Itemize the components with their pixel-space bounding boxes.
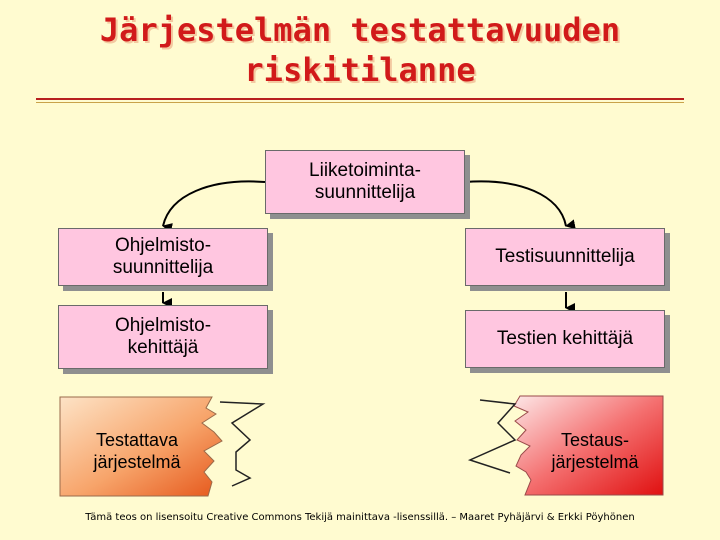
role-label: Ohjelmisto- kehittäjä: [114, 315, 212, 358]
license-footer: Tämä teos on lisensoitu Creative Commons Tekijä mainittava -lisenssillä. – Maaret Pyhäjärvi & Erkki Pöyhönen: [85, 512, 635, 523]
jagged-crack-left: [220, 402, 263, 486]
title-line-1: Järjestelmän testattavuuden: [99, 11, 621, 49]
arrow-to-testisuunnittelija: [465, 181, 566, 226]
jagged-crack-right: [470, 400, 515, 473]
role-label: Ohjelmisto- suunnittelija: [112, 235, 214, 278]
title-line-2: riskitilanne: [244, 51, 476, 89]
role-ohjelmistokehittaja: [58, 305, 268, 369]
testattava-jarjestelma-label: Testattava järjestelmä: [93, 430, 181, 472]
role-testien-kehittaja: [465, 310, 665, 368]
arrow-to-ohjelmistosuunnittelija: [163, 181, 265, 226]
role-label: Testisuunnittelija: [495, 246, 635, 267]
testausjarjestelma-label: Testaus- järjestelmä: [551, 430, 639, 472]
role-testisuunnittelija: [465, 228, 665, 286]
role-ohjelmistosuunnittelija: [58, 228, 268, 286]
role-label: Testien kehittäjä: [496, 328, 634, 349]
role-label: Liiketoiminta- suunnittelija: [309, 160, 421, 203]
role-liiketoimintasuunnittelija: [265, 150, 465, 214]
